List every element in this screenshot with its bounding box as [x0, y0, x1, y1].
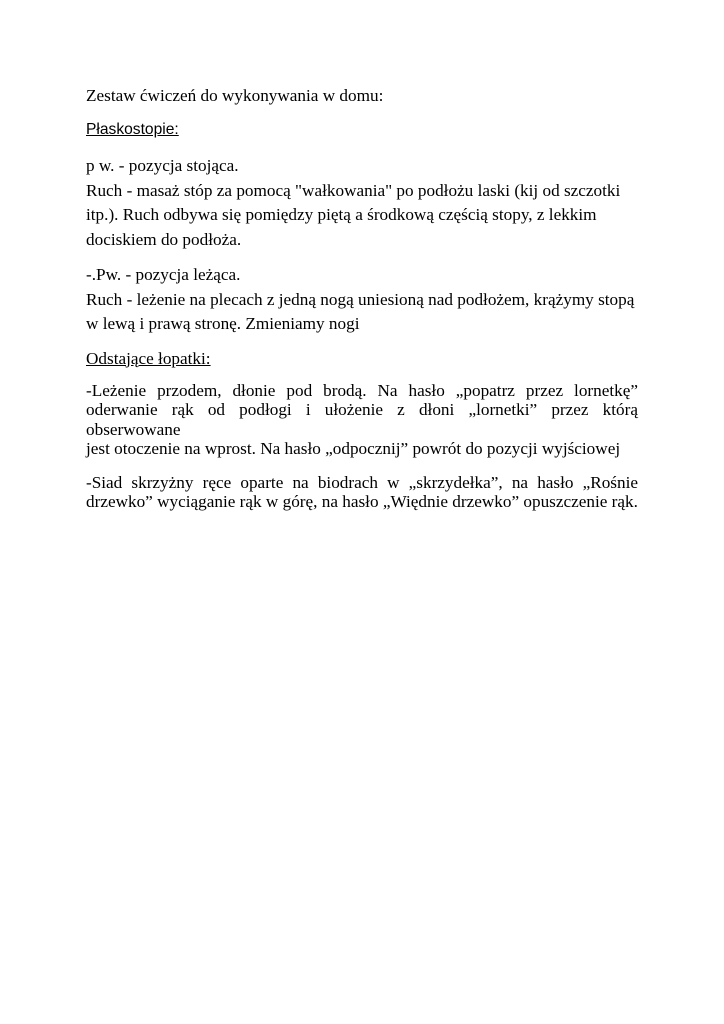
- section-heading-flatfoot: Płaskostopie:: [86, 121, 179, 138]
- exercise-line: p w. - pozycja stojąca.: [86, 156, 239, 175]
- exercise-line: -.Pw. - pozycja leżąca.: [86, 265, 241, 284]
- exercise-line: oderwanie rąk od podłogi i ułożenie z dłoni „lornetki” przez którą obserwowane: [86, 400, 638, 439]
- document-title: Zestaw ćwiczeń do wykonywania w domu:: [86, 86, 384, 105]
- exercise-line: dociskiem do podłoża.: [86, 229, 242, 249]
- exercise-line: Ruch - leżenie na plecach z jedną nogą uniesioną nad podłożem, krążymy stopą: [86, 289, 635, 309]
- exercise-flatfoot-2: [86, 263, 638, 337]
- section-heading-scapula: Odstające łopatki:: [86, 348, 211, 368]
- exercise-flatfoot-1: [86, 154, 638, 252]
- exercise-line: -Siad skrzyżny ręce oparte na biodrach w „skrzydełka”, na hasło „Rośnie: [86, 472, 638, 492]
- exercise-line: -Leżenie przodem, dłonie pod brodą. Na hasło „popatrz przez lornetkę”: [86, 380, 638, 400]
- exercise-line: jest otoczenie na wprost. Na hasło „odpocznij” powrót do pozycji wyjściowej: [86, 439, 621, 458]
- exercise-line: Ruch - masaż stóp za pomocą "wałkowania" po podłożu laski (kij od szczotki: [86, 180, 621, 200]
- exercise-line: w lewą i prawą stronę. Zmieniamy nogi: [86, 314, 360, 333]
- exercise-line: drzewko” wyciąganie rąk w górę, na hasło „Więdnie drzewko” opuszczenie rąk.: [86, 492, 638, 511]
- document-body: [86, 84, 638, 512]
- exercise-scapula-2: [86, 473, 638, 512]
- exercise-line: itp.). Ruch odbywa się pomiędzy piętą a środkową częścią stopy, z lekkim: [86, 205, 597, 224]
- exercise-scapula-1: [86, 381, 638, 459]
